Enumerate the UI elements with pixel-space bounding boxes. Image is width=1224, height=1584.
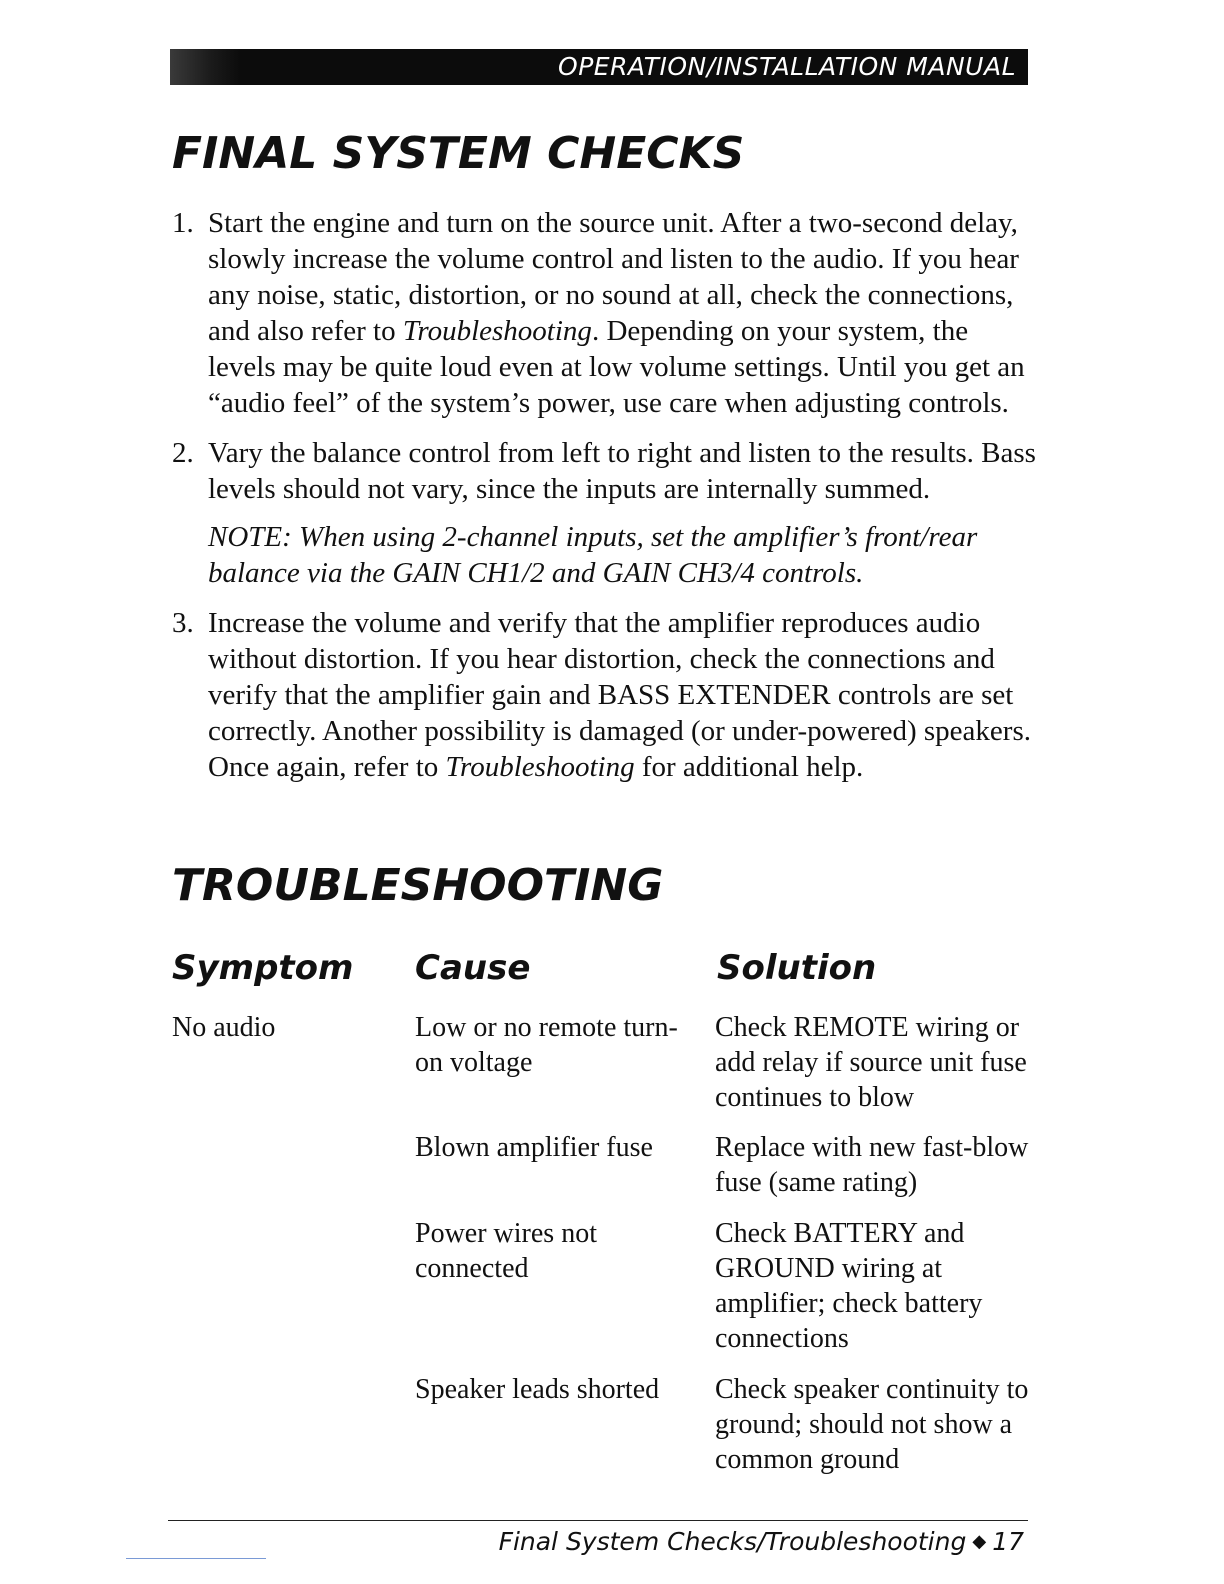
item-number: 3. — [172, 607, 194, 639]
checks-list — [172, 205, 1042, 785]
troubleshooting-table-header — [0, 948, 1224, 998]
item-text: Vary the balance control from left to right and listen to the results. Bass levels should not vary, since the inputs are internally summed. — [208, 437, 1036, 505]
check-item-2 — [172, 435, 1042, 591]
check-item-3 — [172, 605, 1042, 785]
final-system-checks-title: FINAL SYSTEM CHECKS — [172, 128, 745, 179]
header-bar-texture — [170, 49, 240, 85]
troubleshooting-title: TROUBLESHOOTING — [172, 860, 664, 911]
page-number: 17 — [992, 1527, 1024, 1556]
check-item-1 — [172, 205, 1042, 421]
troubleshooting-reference: Troubleshooting — [445, 751, 635, 783]
symptom-cell: No audio — [172, 1012, 276, 1043]
page-footer — [499, 1524, 1024, 1563]
note-text: NOTE: When using 2-channel inputs, set the amplifier’s front/rear balance via the GAIN CH1/2 and GAIN CH3/4 controls. — [208, 521, 978, 589]
cause-column-header: Cause — [415, 948, 531, 988]
header-bar — [170, 49, 1028, 85]
solution-cell: Replace with new fast-blow fuse (same rating) — [715, 1132, 1029, 1198]
item-text-continued: . Depending on your system, the levels may be quite loud even at low volume settings. Until you get an “audio feel” of the system’s power, use care when adjusting controls. — [208, 315, 1025, 419]
diamond-separator-icon: ◆ — [972, 1531, 987, 1552]
cause-cell: Blown amplifier fuse — [415, 1132, 653, 1163]
item-text: Start the engine and turn on the source unit. After a two-second delay, slowly increase the volume control and listen to the audio. If you hear any noise, static, distortion, or no sound at all, check the connections, and also refer to — [208, 207, 1019, 347]
cause-cell: Low or no remote turn-on voltage — [415, 1012, 678, 1078]
solution-cell: Check BATTERY and GROUND wiring at amplifier; check battery connections — [715, 1218, 983, 1354]
troubleshooting-reference: Troubleshooting — [402, 315, 592, 347]
cause-cell: Speaker leads shorted — [415, 1374, 660, 1405]
symptom-column-header: Symptom — [172, 948, 354, 988]
footer-divider — [168, 1520, 1028, 1521]
scan-edge-line — [126, 1558, 266, 1559]
cause-cell: Power wires not connected — [415, 1218, 597, 1284]
item-number: 2. — [172, 437, 194, 469]
footer-section-title: Final System Checks/Troubleshooting — [498, 1527, 967, 1556]
item-text: Increase the volume and verify that the amplifier reproduces audio without distortion. If you hear distortion, check the connections and verify that the amplifier gain and BASS EXTENDER controls are set correctly. Another possibility is damaged (or under-powered) speakers. Once again, refer to — [208, 607, 1031, 783]
solution-cell: Check REMOTE wiring or add relay if source unit fuse continues to blow — [715, 1012, 1027, 1113]
item-number: 1. — [172, 207, 194, 239]
solution-cell: Check speaker continuity to ground; should not show a common ground — [715, 1374, 1029, 1475]
solution-column-header: Solution — [717, 948, 877, 988]
item-text-continued: for additional help. — [634, 751, 864, 783]
manual-header-label: OPERATION/INSTALLATION MANUAL — [558, 52, 1016, 81]
